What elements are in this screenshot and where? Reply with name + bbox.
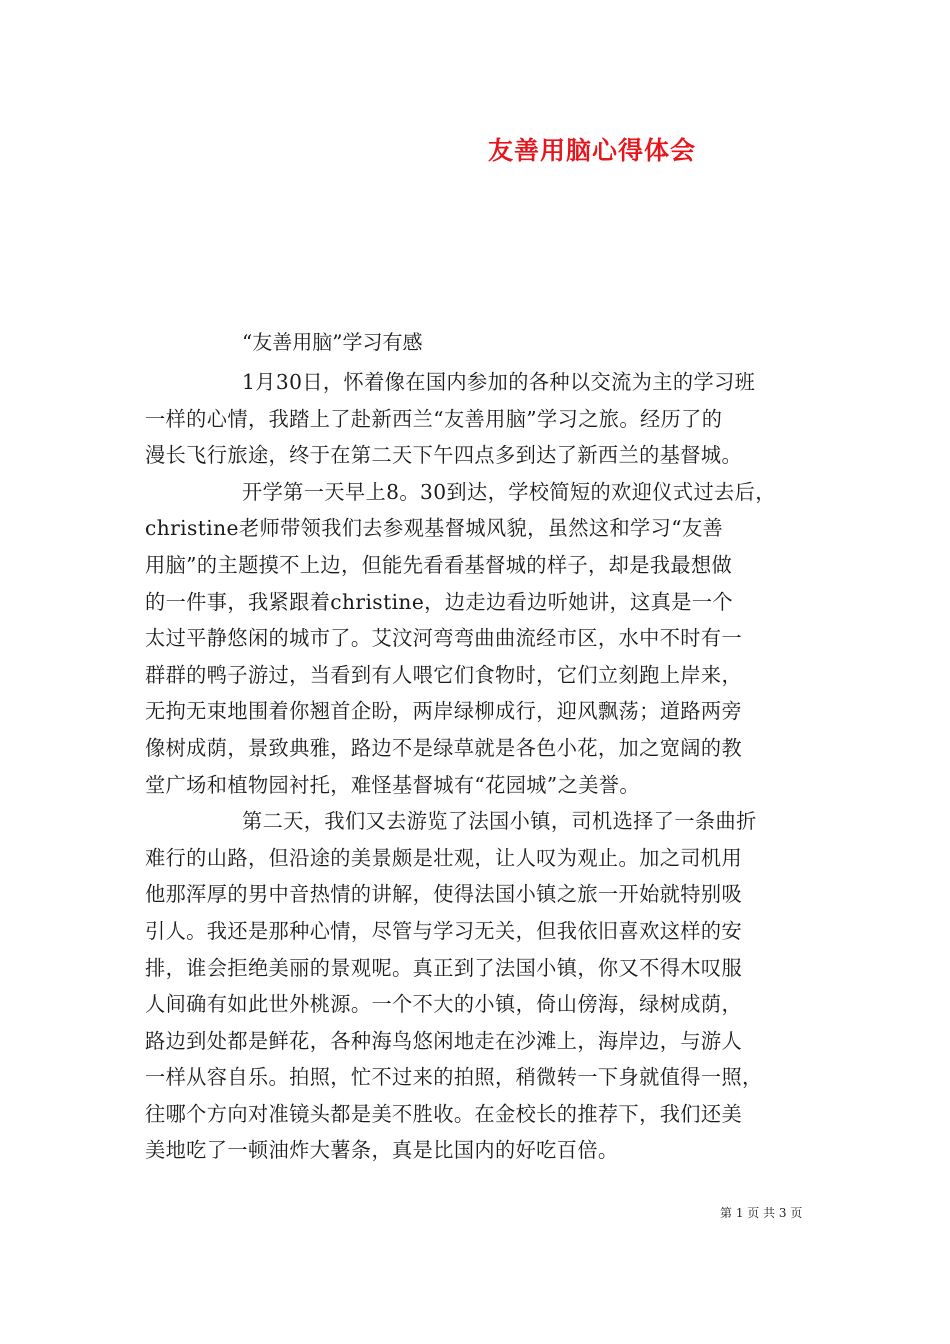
body-line: 美地吃了一顿油炸大薯条，真是比国内的好吃百倍。	[145, 1138, 619, 1163]
document-title: 友善用脑心得体会	[488, 136, 697, 165]
body-line: 一样的心情，我踏上了赴新西兰“友善用脑”学习之旅。经历了的	[145, 406, 723, 431]
body-line: 像树成荫，景致典雅，路边不是绿草就是各色小花，加之宽阔的教	[145, 735, 743, 760]
body-line: 往哪个方向对准镜头都是美不胜收。在金校长的推荐下，我们还美	[145, 1101, 743, 1126]
page-number-footer: 第 1 页 共 3 页	[720, 1206, 803, 1220]
body-line: 难行的山路，但沿途的美景颇是壮观，让人叹为观止。加之司机用	[145, 845, 743, 870]
body-line: 用脑”的主题摸不上边，但能先看看基督城的样子，却是我最想做	[145, 552, 733, 577]
document-body	[145, 364, 815, 1169]
document-subtitle: “友善用脑”学习有感	[242, 330, 423, 354]
body-line: 开学第一天早上8。30到达，学校简短的欢迎仪式过去后，	[242, 479, 776, 504]
body-line: 无拘无束地围着你翘首企盼，两岸绿柳成行，迎风飘荡；道路两旁	[145, 699, 743, 724]
body-line: 路边到处都是鲜花，各种海鸟悠闲地走在沙滩上，海岸边，与游人	[145, 1028, 743, 1053]
body-line: 的一件事，我紧跟着christine，边走边看边听她讲，这真是一个	[145, 589, 733, 614]
body-line: 太过平静悠闲的城市了。艾汶河弯弯曲曲流经市区，水中不时有一	[145, 626, 743, 651]
body-line: 群群的鸭子游过，当看到有人喂它们食物时，它们立刻跑上岸来，	[145, 662, 743, 687]
body-line: 排，谁会拒绝美丽的景观呢。真正到了法国小镇，你又不得木叹服	[145, 955, 743, 980]
body-line: 堂广场和植物园衬托，难怪基督城有“花园城”之美誉。	[145, 772, 640, 797]
body-line: 第二天，我们又去游览了法国小镇，司机选择了一条曲折	[242, 809, 757, 834]
body-line: 他那浑厚的男中音热情的讲解，使得法国小镇之旅一开始就特别吸	[145, 882, 743, 907]
body-line: 一样从容自乐。拍照，忙不过来的拍照，稍微转一下身就值得一照，	[145, 1065, 763, 1090]
body-line: 漫长飞行旅途，终于在第二天下午四点多到达了新西兰的基督城。	[145, 443, 743, 468]
body-line: 人间确有如此世外桃源。一个不大的小镇，倚山傍海，绿树成荫，	[145, 992, 743, 1017]
body-line: 引人。我还是那种心情，尽管与学习无关，但我依旧喜欢这样的安	[145, 918, 743, 943]
body-line: christine老师带领我们去参观基督城风貌，虽然这和学习“友善	[145, 516, 724, 541]
body-line: 1月30日，怀着像在国内参加的各种以交流为主的学习班	[242, 370, 756, 394]
